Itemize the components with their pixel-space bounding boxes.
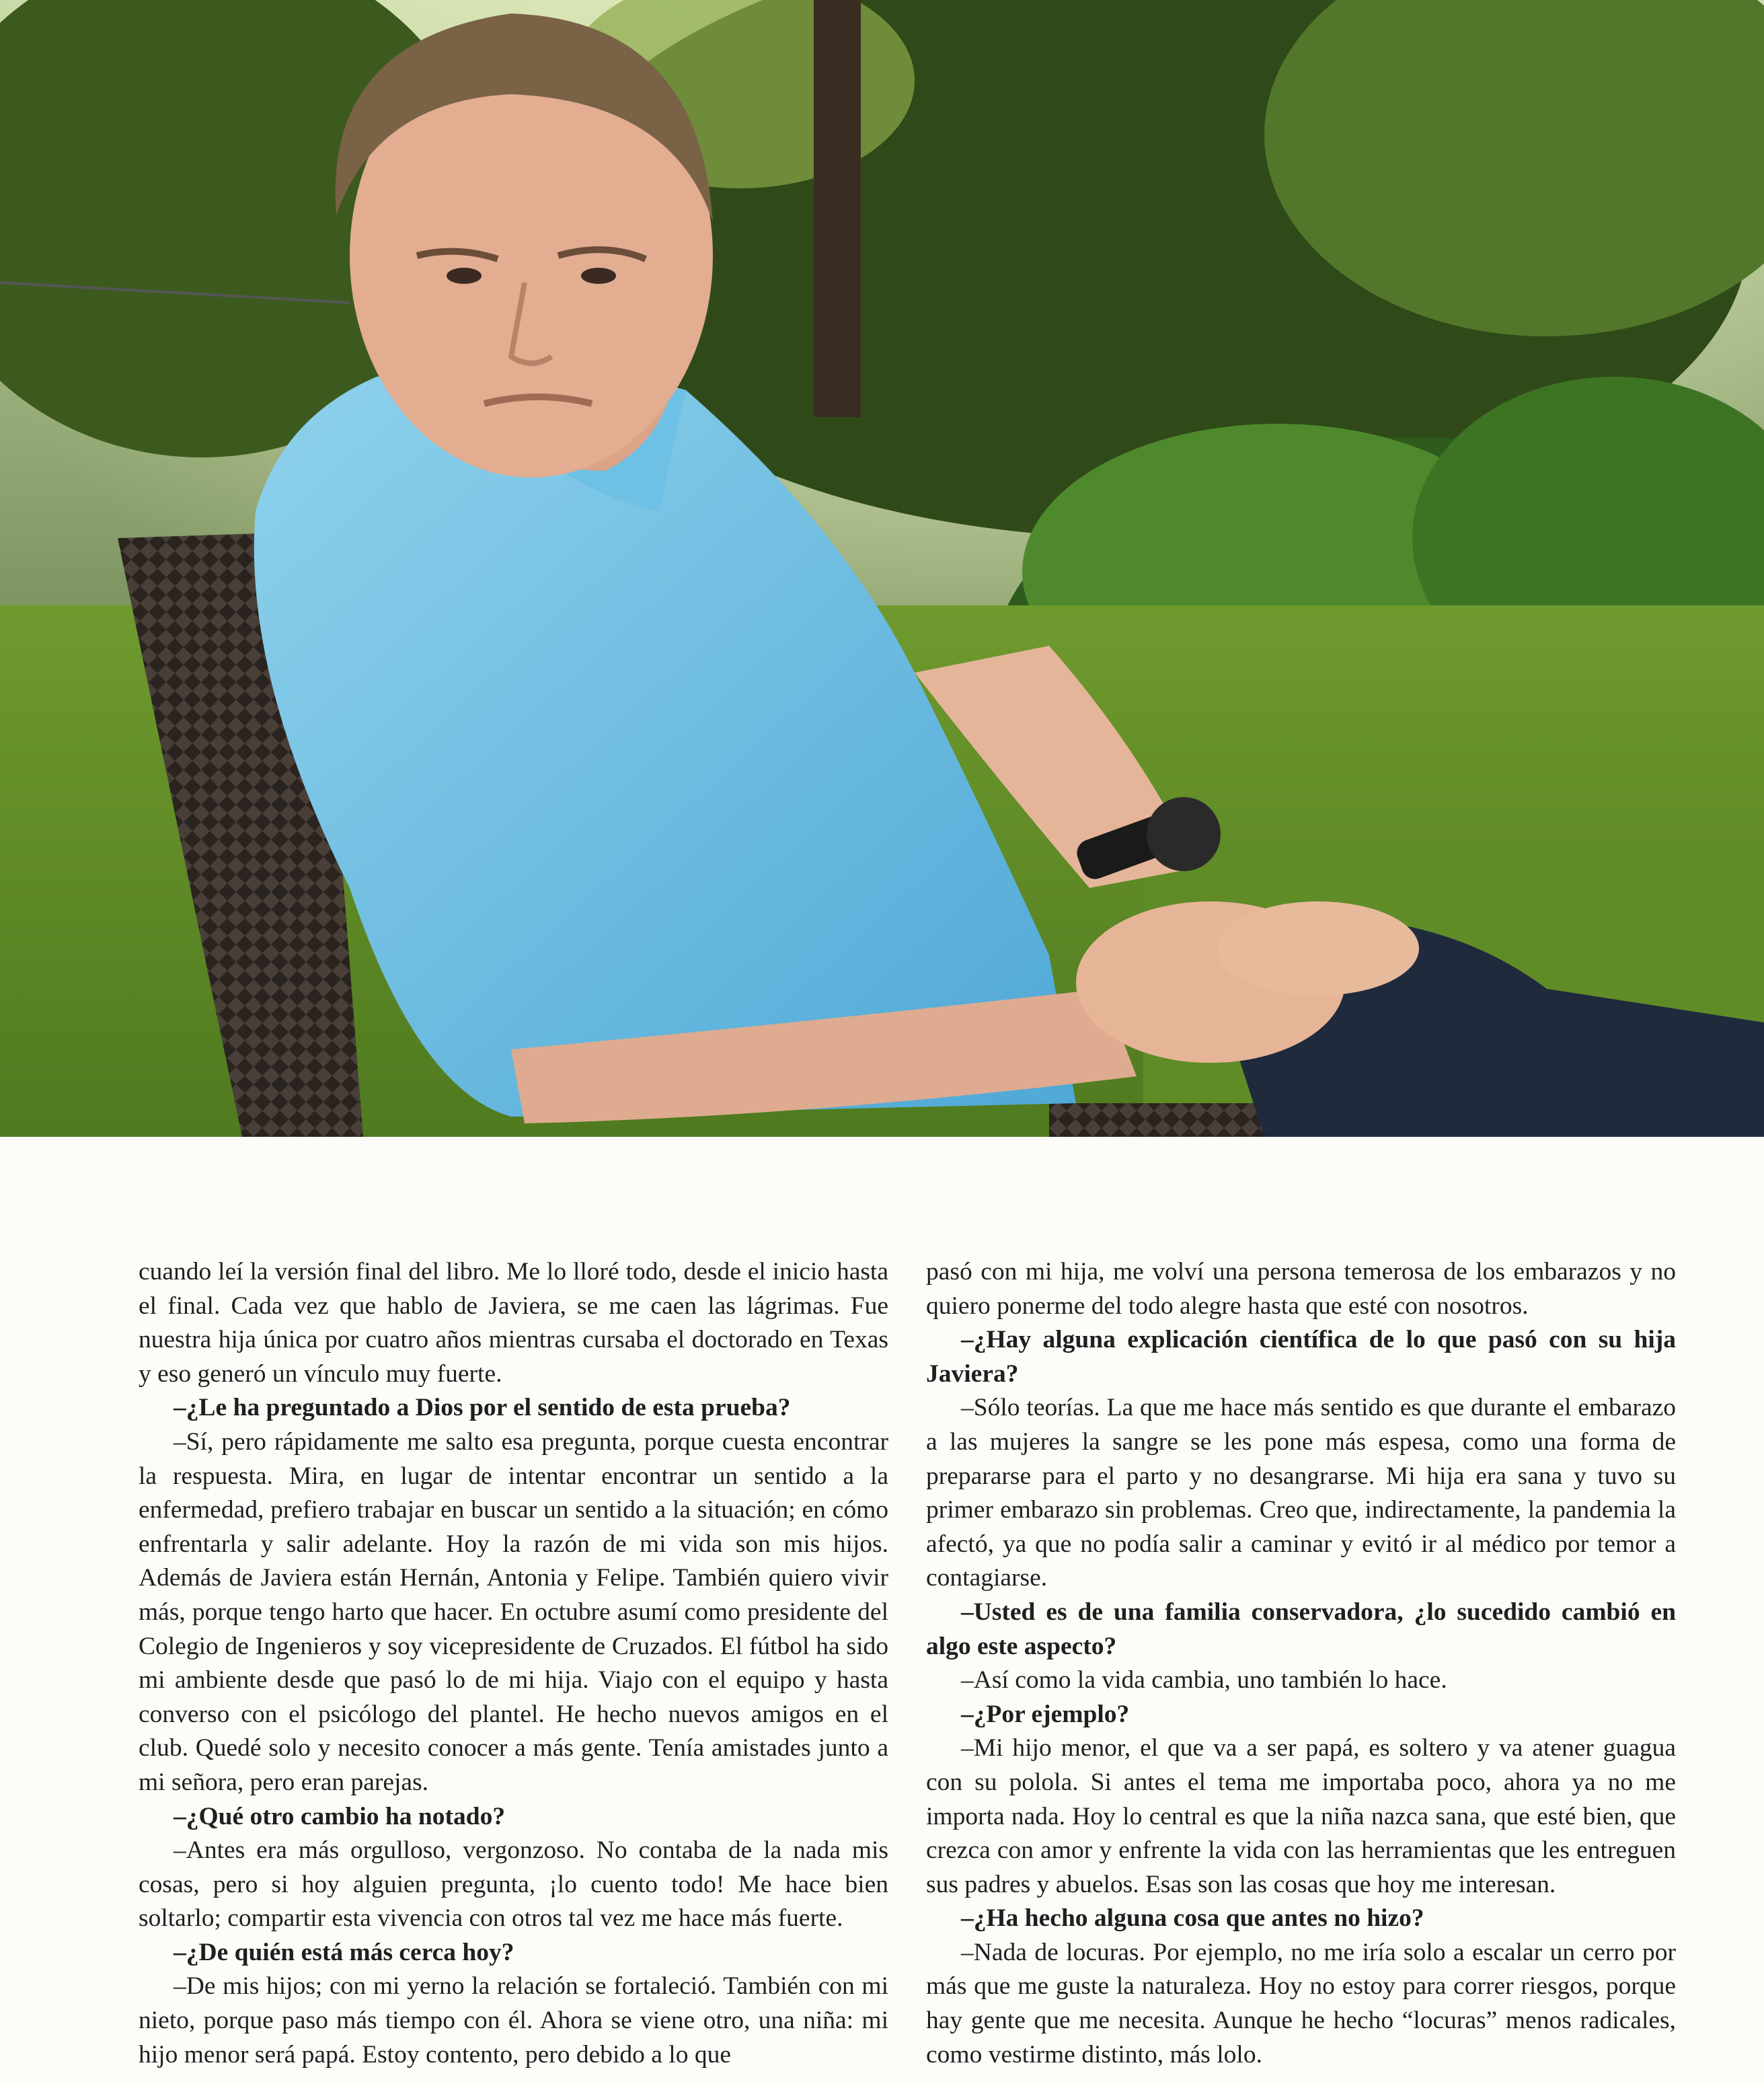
interview-question: –¿Qué otro cambio ha notado? <box>174 1802 506 1830</box>
answer-paragraph: –Sí, pero rápidamente me salto esa pregunta, porque cuesta encontrar la respuesta. Mira, en lugar de intentar encontrar un sentido a la enfermedad, prefiero trabajar en buscar un sentido a la situación; en cómo enfrentarla y salir adelante. Hoy la razón de mi vida son mis hijos. Además de Javiera están Hernán, Antonia y Felipe. También quiero vivir más, porque tengo harto que hacer. En octubre asumí como presidente del Colegio de Ingenieros y soy vicepresidente de Cruzados. El fútbol ha sido mi ambiente desde que pasó lo de mi hija. Viajo con el equipo y hasta converso con el psicólogo del plantel. He hecho nuevos amigos en el club. Quedé solo y necesito conocer a más gente. Tenía amistades junto a mi señora, pero eran parejas. <box>139 1427 888 1796</box>
interview-question: –¿Por ejemplo? <box>961 1700 1130 1728</box>
answer-paragraph: –Antes era más orgulloso, vergonzoso. No contaba de la nada mis cosas, pero si hoy alguien pregunta, ¡lo cuento todo! Me hace bien soltarlo; compartir esta vivencia con otros tal vez me hace más fuerte. <box>139 1836 888 1933</box>
interview-article <box>139 1255 1676 2069</box>
answer-paragraph: cuando leí la versión final del libro. Me lo lloré todo, desde el inicio hasta el final. Cada vez que hablo de Javiera, se me caen las lágrimas. Fue nuestra hija única por cuatro años mientras cursaba el doctorado en Texas y eso generó un vínculo muy fuerte. <box>139 1258 888 1388</box>
article-column-right <box>926 1255 1676 2069</box>
answer-paragraph: pasó con mi hija, me volví una persona temerosa de los embarazos y no quiero ponerme del todo alegre hasta que esté con nosotros. <box>926 1258 1676 1320</box>
interview-question: –¿Ha hecho alguna cosa que antes no hizo? <box>961 1904 1424 1933</box>
answer-paragraph: –Sólo teorías. La que me hace más sentido es que durante el embarazo a las mujeres la sangre se les pone más espesa, como una forma de prepararse para el parto y no desangrarse. Mi hija era sana y tuvo su primer embarazo sin problemas. Creo que, indirectamente, la pandemia la afectó, ya que no podía salir a caminar y evitó ir al médico por temor a contagiarse. <box>926 1394 1676 1592</box>
interview-question: –¿Le ha preguntado a Dios por el sentido de esta prueba? <box>174 1394 791 1422</box>
interview-question: –Usted es de una familia conservadora, ¿lo sucedido cambió en algo este aspecto? <box>926 1598 1676 1660</box>
answer-paragraph: –Nada de locuras. Por ejemplo, no me iría solo a escalar un cerro por más que me guste la naturaleza. Hoy no estoy para correr riesgos, porque hay gente que me necesita. Aunque he hecho “locuras” menos radicales, como vestirme distinto, más lolo. <box>926 1938 1676 2069</box>
answer-paragraph: –Mi hijo menor, el que va a ser papá, es soltero y va atener guagua con su polola. Si antes el tema me importaba poco, ahora ya no me importa nada. Hoy lo central es que la niña nazca sana, que esté bien, que crezca con amor y enfrente la vida con las herramientas que les entreguen sus padres y abuelos. Esas son las cosas que hoy me interesan. <box>926 1734 1676 1898</box>
answer-paragraph: –Así como la vida cambia, uno también lo hace. <box>961 1666 1447 1694</box>
interview-question: –¿Hay alguna explicación científica de lo que pasó con su hija Javiera? <box>926 1326 1676 1388</box>
article-column-left <box>139 1255 888 2069</box>
interview-question: –¿De quién está más cerca hoy? <box>174 1938 514 1966</box>
answer-paragraph: –De mis hijos; con mi yerno la relación se fortaleció. También con mi nieto, porque paso más tiempo con él. Ahora se viene otro, una niña: mi hijo menor será papá. Estoy contento, pero debido a lo que <box>139 1972 888 2069</box>
